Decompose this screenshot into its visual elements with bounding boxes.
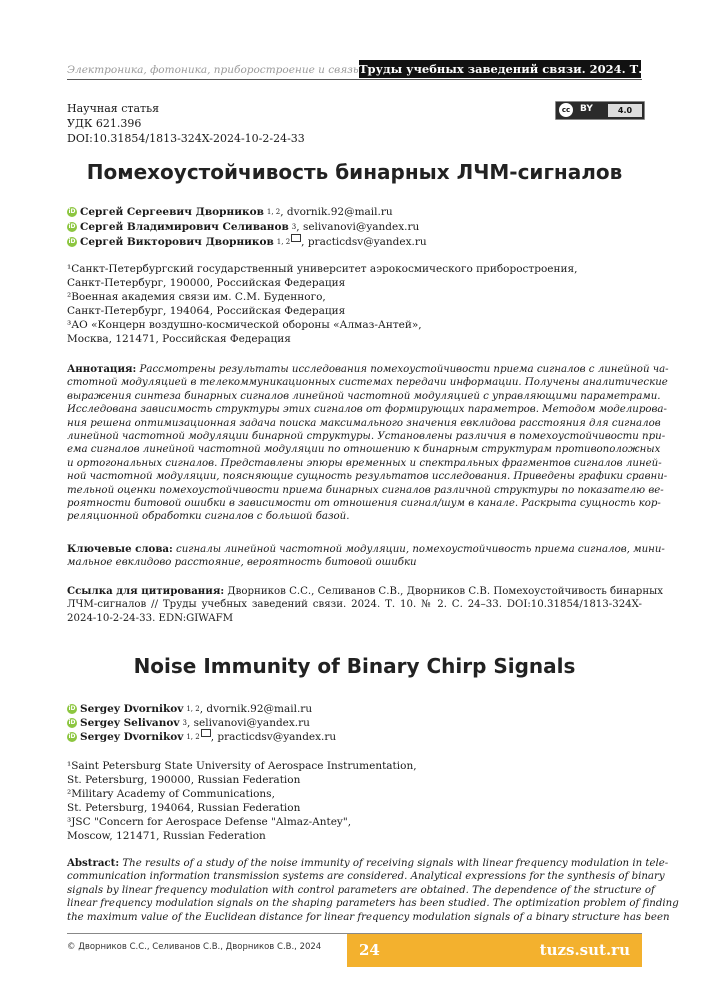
- author-ru-1: [67, 206, 393, 218]
- author-name: Sergey Dvornikov: [80, 703, 184, 715]
- running-header-section: Электроника, фотоника, приборостроение и связь: [67, 64, 359, 76]
- envelope-icon: [201, 729, 211, 737]
- affiliation-line: St. Petersburg, 194064, Russian Federation: [67, 802, 301, 814]
- orcid-icon[interactable]: iD: [68, 238, 76, 245]
- abstract-line: signals by linear frequency modulation with control parameters are obtained. The dependence of the structure of: [67, 884, 655, 896]
- orcid-icon[interactable]: iD: [68, 705, 76, 712]
- author-affil-sup: 1, 2: [186, 733, 200, 741]
- abstract-line: the maximum value of the Euclidean distance for linear frequency modulation signals of a binary structure has been: [67, 911, 670, 923]
- orcid-icon[interactable]: iD: [68, 223, 76, 230]
- author-en-2: [67, 717, 310, 729]
- abstract-line: роятности битовой ошибки в зависимости от отношения сигнал/шум в канале. Раскрыта сущность кор-: [67, 498, 661, 510]
- affiliation-line: ¹Saint Petersburg State University of Aerospace Instrumentation,: [67, 760, 417, 772]
- abstract-line: communication information transmission systems are considered. Analytical expressions for the synthesis of binary: [67, 871, 665, 883]
- author-name: Сергей Викторович Дворников: [80, 236, 274, 248]
- abstract-en: [67, 857, 679, 924]
- citation-ru: [67, 585, 663, 625]
- header-rule: [67, 79, 642, 80]
- author-email[interactable]: , dvornik.92@mail.ru: [199, 703, 313, 715]
- orcid-icon[interactable]: iD: [68, 719, 76, 726]
- author-email[interactable]: , practicdsv@yandex.ru: [301, 236, 427, 248]
- author-affil-sup: 1, 2: [186, 705, 200, 713]
- citation-line: 2024-10-2-24-33. EDN:GIWAFM: [67, 612, 234, 624]
- affiliation-line: St. Petersburg, 190000, Russian Federation: [67, 774, 301, 786]
- udc-code: УДК 621.396: [67, 117, 142, 130]
- author-affil-sup: 1, 2: [276, 238, 291, 246]
- affiliation-line: ²Военная академия связи им. С.М. Буденного,: [67, 291, 326, 303]
- abstract-line: Исследована зависимость структуры этих сигналов от формирующих параметров. Методом моделирова-: [67, 404, 667, 416]
- affiliation-line: Санкт-Петербург, 190000, Российская Федерация: [67, 277, 346, 289]
- citation-line: ЛЧМ-сигналов // Труды учебных заведений связи. 2024. Т. 10. № 2. С. 24–33. DOI:10.31854/1813-324X-: [67, 599, 642, 611]
- keywords-line: мальное евклидово расстояние, вероятность битовой ошибки: [67, 557, 417, 569]
- author-affil-sup: 1, 2: [266, 208, 281, 216]
- abstract-line: ема сигналов линейной частотной модуляции по отношению к бинарным структурам противоположных: [67, 444, 661, 456]
- abstract-line: ния решена оптимизационная задача поиска максимального значения евклидова расстояния для сигналов: [67, 417, 661, 429]
- abstract-label: Abstract:: [67, 857, 120, 869]
- abstract-ru: [67, 363, 669, 524]
- author-email[interactable]: , practicdsv@yandex.ru: [210, 731, 337, 743]
- author-email[interactable]: , selivanovi@yandex.ru: [186, 717, 310, 729]
- abstract-label: Аннотация:: [67, 363, 137, 375]
- abstract-line: Рассмотрены результаты исследования помехоустойчивости приема сигналов с линейной ча-: [139, 364, 669, 375]
- citation-label: Ссылка для цитирования:: [67, 585, 225, 597]
- envelope-icon: [291, 234, 301, 242]
- abstract-line: линейной частотной модуляции бинарной структуры. Установлены различия в помехоустойчивости при-: [67, 431, 666, 443]
- author-email[interactable]: , dvornik.92@mail.ru: [280, 206, 393, 218]
- author-name: Сергей Сергеевич Дворников: [80, 206, 264, 218]
- keywords-line: сигналы линейной частотной модуляции, помехоустойчивость приема сигналов, мини-: [176, 544, 665, 555]
- author-affil-sup: 3: [291, 223, 297, 231]
- running-header-journal: Труды учебных заведений связи. 2024. Т. 10. № 2: [359, 62, 695, 76]
- affiliation-line: ¹Санкт-Петербургский государственный университет аэрокосмического приборостроения,: [67, 263, 578, 275]
- cc-version: 4.0: [608, 104, 642, 117]
- copyright: © Дворников С.С., Селиванов С.В., Дворников С.В., 2024: [67, 942, 322, 952]
- doi: DOI:10.31854/1813-324X-2024-10-2-24-33: [67, 132, 305, 145]
- abstract-line: тельной оценки помехоустойчивости приема бинарных сигналов различной структуры по показателю ве-: [67, 484, 664, 496]
- affiliation-line: Moscow, 121471, Russian Federation: [67, 830, 266, 842]
- author-name: Sergey Dvornikov: [80, 731, 184, 743]
- cc-by-label: BY: [580, 104, 593, 114]
- abstract-line: выражения синтеза бинарных сигналов линейной частотной модуляцией с управляющими параметрами.: [67, 390, 661, 402]
- page-number: 24: [359, 941, 380, 959]
- author-name: Сергей Владимирович Селиванов: [80, 221, 289, 233]
- abstract-line: реляционной обработки сигналов с большой базой.: [67, 511, 350, 523]
- article-type: Научная статья: [67, 102, 160, 115]
- keywords-label: Ключевые слова:: [67, 543, 173, 555]
- abstract-line: ной частотной модуляции, поясняющие сущность результатов исследования. Приведены графики сравни-: [67, 471, 668, 483]
- affiliation-line: ³JSC "Concern for Aerospace Defense "Almaz-Antey",: [67, 816, 352, 828]
- title-ru: Помехоустойчивость бинарных ЛЧМ-сигналов: [86, 160, 623, 184]
- orcid-icon[interactable]: iD: [68, 733, 76, 740]
- footer-bar: [347, 934, 642, 967]
- cc-license-badge[interactable]: [555, 101, 645, 120]
- author-ru-2: [67, 221, 419, 233]
- author-en-3: [67, 731, 336, 743]
- cc-icon: cc: [559, 103, 573, 117]
- author-email[interactable]: , selivanovi@yandex.ru: [296, 221, 420, 233]
- title-en: Noise Immunity of Binary Chirp Signals: [133, 654, 576, 678]
- orcid-icon[interactable]: iD: [68, 208, 76, 215]
- abstract-line: стотной модуляцией в телекоммуникационных системах передачи информации. Получены аналитические: [67, 377, 668, 389]
- author-affil-sup: 3: [182, 719, 187, 727]
- abstract-line: The results of a study of the noise immunity of receiving signals with linear frequency modulation in tele-: [122, 858, 669, 869]
- abstract-line: и ортогональных сигналов. Представлены эпюры временных и спектральных фрагментов сигналов линей-: [67, 457, 662, 469]
- citation-line: Дворников С.С., Селиванов С.В., Дворников С.В. Помехоустойчивость бинарных: [227, 586, 663, 597]
- affiliation-line: ³АО «Концерн воздушно-космической обороны «Алмаз-Антей»,: [67, 319, 422, 331]
- affiliation-line: Москва, 121471, Российская Федерация: [67, 333, 291, 345]
- affiliation-line: Санкт-Петербург, 194064, Российская Федерация: [67, 305, 346, 317]
- keywords-ru: [67, 543, 665, 570]
- author-en-1: [67, 703, 312, 715]
- affiliation-line: ²Military Academy of Communications,: [67, 788, 275, 800]
- author-name: Sergey Selivanov: [80, 717, 180, 729]
- author-ru-3: [67, 236, 427, 248]
- journal-site-link[interactable]: tuzs.sut.ru: [539, 941, 630, 959]
- abstract-line: linear frequency modulation signals on the shaping parameters has been studied. The optimization problem of finding: [67, 898, 679, 910]
